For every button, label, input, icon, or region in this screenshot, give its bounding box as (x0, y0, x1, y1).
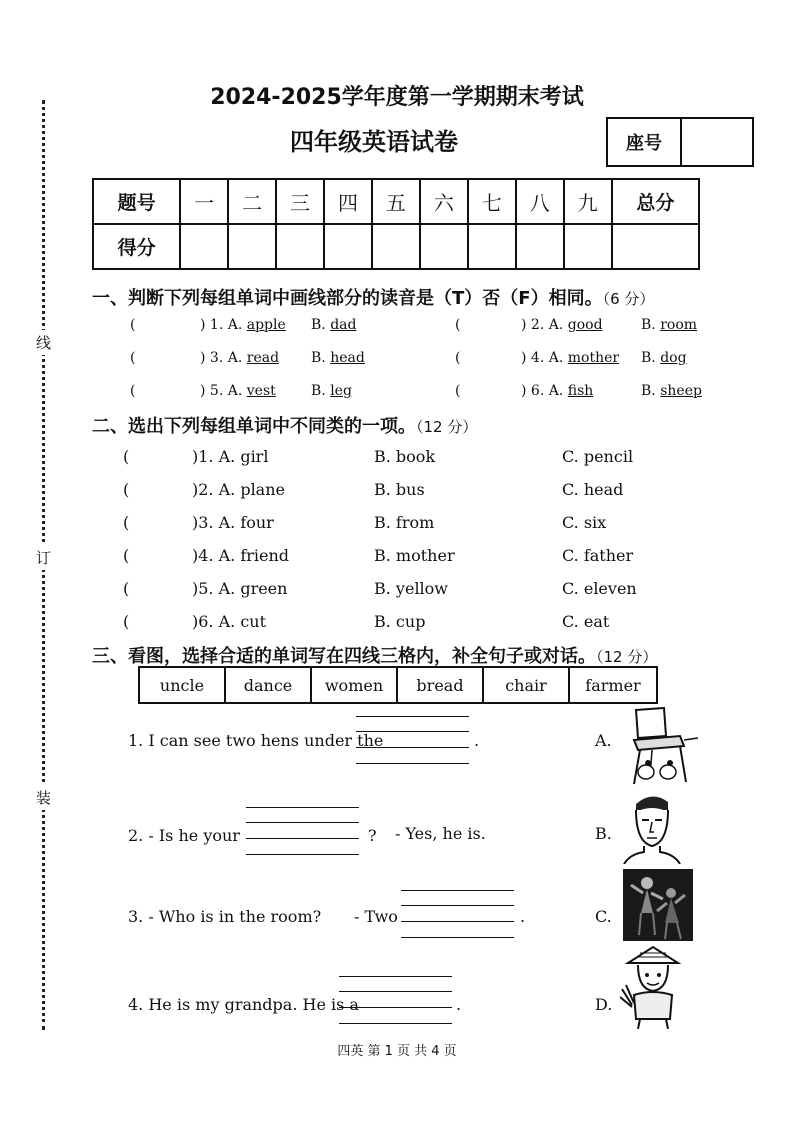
score-input-cell[interactable] (180, 224, 228, 269)
s2-item-5-a: )5. A. green (192, 579, 288, 598)
s3-q3-reply: - Two (354, 907, 398, 926)
s3-q4-end: . (456, 995, 462, 1014)
score-cell: 三 (276, 179, 324, 224)
score-cell: 四 (324, 179, 372, 224)
seat-number-label: 座号 (608, 119, 682, 165)
s2-item-4-c: C. father (562, 546, 634, 565)
s3-q4-pic-label: D. (595, 995, 613, 1014)
score-input-cell[interactable] (420, 224, 468, 269)
binding-char-ding: 订 (36, 545, 51, 570)
s1-item-1: ) 1. A. apple (200, 317, 286, 333)
score-cell: 题号 (93, 179, 180, 224)
s1-item-3: ) 3. A. read (200, 350, 280, 366)
s3-q1-end: . (474, 731, 480, 750)
s1-paren-open[interactable]: ( (130, 350, 136, 366)
s2-item-2-a: )2. A. plane (192, 480, 285, 499)
s3-q2-reply: - Yes, he is. (395, 824, 486, 843)
section2-heading (92, 412, 477, 438)
page-footer: 四英 第 1 页 共 4 页 (337, 1044, 457, 1059)
score-table-score-row (93, 224, 699, 269)
score-input-cell[interactable] (276, 224, 324, 269)
score-input-cell[interactable] (468, 224, 516, 269)
s2-paren-open[interactable]: ( (123, 546, 130, 565)
s2-paren-open[interactable]: ( (123, 579, 130, 598)
score-cell: 八 (516, 179, 564, 224)
word-bank-item: uncle (140, 668, 226, 702)
s1-paren-open[interactable]: ( (130, 317, 136, 333)
s1-item-1-b: B. dad (311, 317, 357, 333)
s2-paren-open[interactable]: ( (123, 480, 130, 499)
word-bank-item: bread (398, 668, 484, 702)
s3-q1-text: 1. I can see two hens under the (128, 731, 384, 750)
score-cell: 总分 (612, 179, 699, 224)
s1-item-4: ) 4. A. mother (521, 350, 620, 366)
s2-item-1-a: )1. A. girl (192, 447, 269, 466)
seat-number-field[interactable] (682, 119, 752, 165)
s2-item-1-b: B. book (374, 447, 436, 466)
seat-number-box (606, 117, 754, 167)
score-row-label: 得分 (93, 224, 180, 269)
section3-heading (92, 642, 657, 668)
s3-q3-end: . (520, 907, 526, 926)
s2-item-5-c: C. eleven (562, 579, 637, 598)
score-input-cell[interactable] (372, 224, 420, 269)
section2-title: 二、选出下列每组单词中不同类的一项。 (92, 416, 416, 437)
score-cell: 六 (420, 179, 468, 224)
word-bank-item: chair (484, 668, 570, 702)
s2-paren-open[interactable]: ( (123, 513, 130, 532)
s3-q4-four-lines[interactable] (339, 976, 452, 1024)
s1-item-3-b: B. head (311, 350, 365, 366)
farmer-picture (620, 945, 686, 1029)
score-cell: 九 (564, 179, 612, 224)
s3-q3-four-lines[interactable] (401, 890, 514, 938)
word-bank-item: dance (226, 668, 312, 702)
s3-q1-four-lines[interactable] (356, 716, 469, 764)
man-portrait-picture (622, 790, 682, 864)
score-table-header-row (93, 179, 699, 224)
s2-item-6-a: )6. A. cut (192, 612, 267, 631)
s2-item-1-c: C. pencil (562, 447, 634, 466)
s3-q2-four-lines[interactable] (246, 807, 359, 855)
section1-points: （6 分） (602, 290, 655, 308)
s2-item-2-b: B. bus (374, 480, 425, 499)
exam-title: 2024-2025学年度第一学期期末考试 (210, 85, 584, 110)
chair-hens-picture (624, 706, 700, 786)
score-input-cell[interactable] (564, 224, 612, 269)
s1-item-5: ) 5. A. vest (200, 383, 276, 399)
s1-item-4-b: B. dog (641, 350, 687, 366)
score-table (92, 178, 700, 270)
s1-paren-open[interactable]: ( (455, 350, 461, 366)
s1-paren-open[interactable]: ( (455, 317, 461, 333)
score-input-cell[interactable] (324, 224, 372, 269)
score-input-cell[interactable] (612, 224, 699, 269)
s2-item-3-b: B. from (374, 513, 435, 532)
s1-item-2-b: B. room (641, 317, 698, 333)
s2-item-4-b: B. mother (374, 546, 455, 565)
s2-paren-open[interactable]: ( (123, 612, 130, 631)
score-cell: 一 (180, 179, 228, 224)
score-input-cell[interactable] (228, 224, 276, 269)
s2-item-4-a: )4. A. friend (192, 546, 290, 565)
s3-q3-pic-label: C. (595, 907, 612, 926)
s1-paren-open[interactable]: ( (455, 383, 461, 399)
s2-item-2-c: C. head (562, 480, 624, 499)
binding-char-zhuang: 装 (36, 785, 51, 810)
s3-q4-text: 4. He is my grandpa. He is a (128, 995, 359, 1014)
s3-q2-pic-label: B. (595, 824, 612, 843)
s2-item-6-b: B. cup (374, 612, 426, 631)
section2-points: （12 分） (416, 418, 478, 436)
s3-q1-pic-label: A. (595, 731, 612, 750)
s1-item-2: ) 2. A. good (521, 317, 603, 333)
score-cell: 二 (228, 179, 276, 224)
s3-q3-text: 3. - Who is in the room? (128, 907, 322, 926)
score-input-cell[interactable] (516, 224, 564, 269)
word-bank-item: women (312, 668, 398, 702)
dancing-women-picture (623, 869, 693, 941)
s1-paren-open[interactable]: ( (130, 383, 136, 399)
word-bank-item: farmer (585, 675, 641, 695)
score-cell: 七 (468, 179, 516, 224)
word-bank (138, 666, 658, 704)
section1-heading (92, 284, 654, 310)
s1-item-6: ) 6. A. fish (521, 383, 594, 399)
section3-points: （12 分） (596, 648, 658, 666)
section3-title: 三、看图，选择合适的单词写在四线三格内，补全句子或对话。 (92, 646, 596, 667)
s3-q2-text: 2. - Is he your (128, 826, 240, 845)
s3-q2-mark: ? (368, 826, 377, 845)
s2-item-3-a: )3. A. four (192, 513, 274, 532)
s1-item-5-b: B. leg (311, 383, 352, 399)
s2-paren-open[interactable]: ( (123, 447, 130, 466)
section1-title: 一、判断下列每组单词中画线部分的读音是（T）否（F）相同。 (92, 288, 603, 309)
s2-item-6-c: C. eat (562, 612, 610, 631)
s2-item-3-c: C. six (562, 513, 607, 532)
s1-item-6-b: B. sheep (641, 383, 702, 399)
exam-subtitle: 四年级英语试卷 (290, 128, 458, 156)
s2-item-5-b: B. yellow (374, 579, 448, 598)
binding-char-xian: 线 (36, 330, 51, 355)
score-cell: 五 (372, 179, 420, 224)
